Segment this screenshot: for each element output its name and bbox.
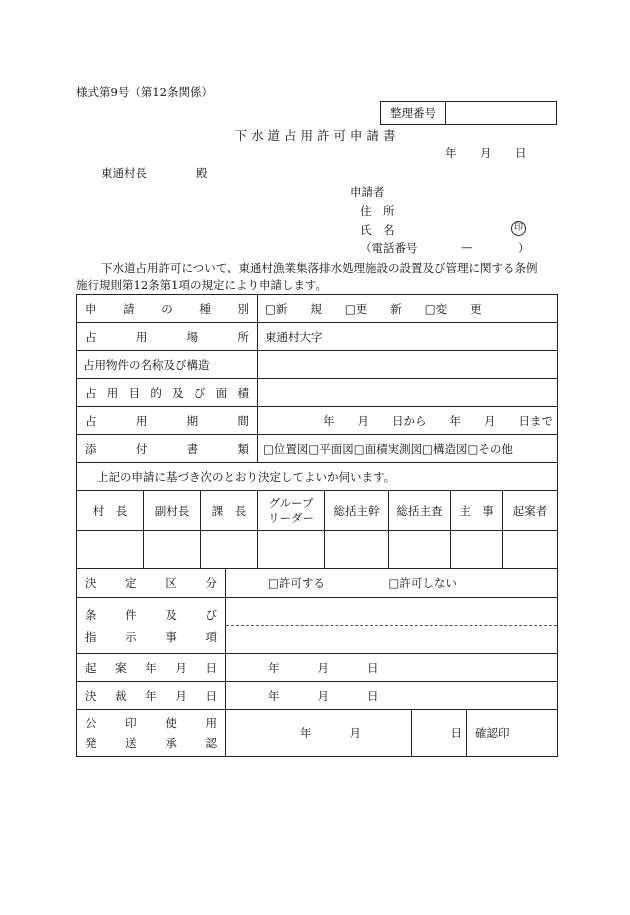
confirm-seal-label: 確認印	[475, 726, 510, 740]
approval-header-mayor: 村 長	[77, 491, 144, 531]
applicant-phone-dash: —	[461, 240, 473, 254]
applicant-phone-close: ）	[518, 241, 530, 255]
seal-box-staff[interactable]	[451, 531, 503, 569]
purpose-area-field[interactable]	[258, 379, 558, 407]
applicant-heading: 申請者	[350, 185, 385, 199]
seal-box-deputy-mayor[interactable]	[144, 531, 201, 569]
conditions-divider	[226, 625, 557, 626]
occupancy-period-label: 占 用 期 間	[85, 413, 249, 428]
approval-header-deputy-mayor: 副村長	[144, 491, 201, 531]
approval-header-group-leader: グループ リーダー	[258, 491, 325, 531]
decision-option-deny[interactable]: □許可しない	[388, 576, 457, 590]
occupancy-period-field[interactable]: 年 月 日から 年 月 日まで	[258, 407, 558, 435]
object-name-label: 占用物件の名称及び構造	[77, 351, 258, 379]
decision-date-label: 決 裁 年 月 日	[85, 688, 217, 703]
seal-box-section-chief[interactable]	[201, 531, 258, 569]
seal-box-chief-inspector[interactable]	[389, 531, 451, 569]
row-approval-seals	[77, 531, 558, 569]
row-conditions	[77, 598, 558, 654]
body-text-line1: 下水道占用許可について、東通村漁業集落排水処理施設の設置及び管理に関する条例	[101, 261, 538, 275]
seal-box-mayor[interactable]	[77, 531, 144, 569]
addressee-honorific: 殿	[196, 166, 208, 180]
seal-box-chief-manager[interactable]	[325, 531, 389, 569]
form-code: 様式第9号（第12条関係）	[76, 85, 213, 99]
addressee-name: 東通村長	[101, 166, 147, 180]
approval-header-drafter: 起案者	[503, 491, 558, 531]
seal-box-drafter[interactable]	[503, 531, 558, 569]
row-attachments	[77, 435, 558, 463]
applicant-address-label: 住 所	[360, 204, 395, 218]
applicant-phone-label: （電話番号	[360, 241, 418, 255]
date-month: 月	[480, 146, 492, 160]
attachments-label: 添 付 書 類	[85, 441, 249, 456]
row-application-type	[77, 295, 558, 323]
application-type-label: 申 請 の 種 別	[85, 301, 249, 316]
body-text-line2: 施行規則第12条第1項の規定により申請します。	[76, 278, 328, 292]
confirm-seal-cell[interactable]	[467, 710, 558, 757]
seal-usage-date-field[interactable]: 年 月	[226, 710, 412, 757]
row-purpose-area	[77, 379, 558, 407]
seal-usage-date-day: 日	[412, 710, 467, 757]
row-decision	[77, 569, 558, 598]
date-year: 年	[445, 146, 457, 160]
conditions-field[interactable]	[226, 598, 558, 654]
decision-option-permit[interactable]: □許可する	[268, 576, 325, 590]
application-table	[76, 294, 558, 569]
reference-number-box	[380, 101, 557, 125]
row-draft-date	[77, 654, 558, 682]
row-occupancy-period	[77, 407, 558, 435]
row-decision-date	[77, 682, 558, 710]
applicant-name-label: 氏 名	[360, 223, 395, 237]
draft-date-field[interactable]: 年 月 日	[226, 654, 558, 682]
page-title: 下 水 道 占 用 許 可 申 請 書	[234, 128, 396, 143]
row-seal-usage	[77, 710, 558, 757]
seal-mark-icon: 印	[511, 221, 526, 236]
seal-usage-label: 公 印 使 用 発 送 承 認	[85, 716, 217, 750]
attachments-options[interactable]: □位置図□平面図□面積実測図□構造図□その他	[258, 435, 558, 463]
reference-number-label: 整理番号	[381, 102, 446, 125]
draft-date-label: 起 案 年 月 日	[85, 660, 217, 675]
row-object-name	[77, 351, 558, 379]
conditions-label: 条 件 及 び 指 示 事 項	[85, 607, 217, 644]
approval-header-chief-inspector: 総括主査	[389, 491, 451, 531]
approval-header-staff: 主 事	[451, 491, 503, 531]
approval-header-section-chief: 課 長	[201, 491, 258, 531]
row-approval-note	[77, 463, 558, 491]
decision-date-field[interactable]: 年 月 日	[226, 682, 558, 710]
date-day: 日	[515, 146, 527, 160]
seal-box-group-leader[interactable]	[258, 531, 325, 569]
application-type-options[interactable]: □新 規 □更 新 □変 更	[258, 295, 558, 323]
decision-label: 決 定 区 分	[85, 576, 217, 590]
purpose-area-label: 占 用 目 的 及 び 面 積	[85, 385, 249, 400]
decision-table	[76, 568, 558, 757]
approval-header-chief-manager: 総括主幹	[325, 491, 389, 531]
occupancy-location-label: 占 用 場 所	[85, 329, 249, 344]
reference-number-field[interactable]	[446, 102, 557, 125]
occupancy-location-field[interactable]: 東通村大字	[258, 323, 558, 351]
row-occupancy-location	[77, 323, 558, 351]
approval-note: 上記の申請に基づき次のとおり決定してよいか伺います。	[77, 463, 558, 491]
object-name-field[interactable]	[258, 351, 558, 379]
row-approval-headers	[77, 491, 558, 531]
